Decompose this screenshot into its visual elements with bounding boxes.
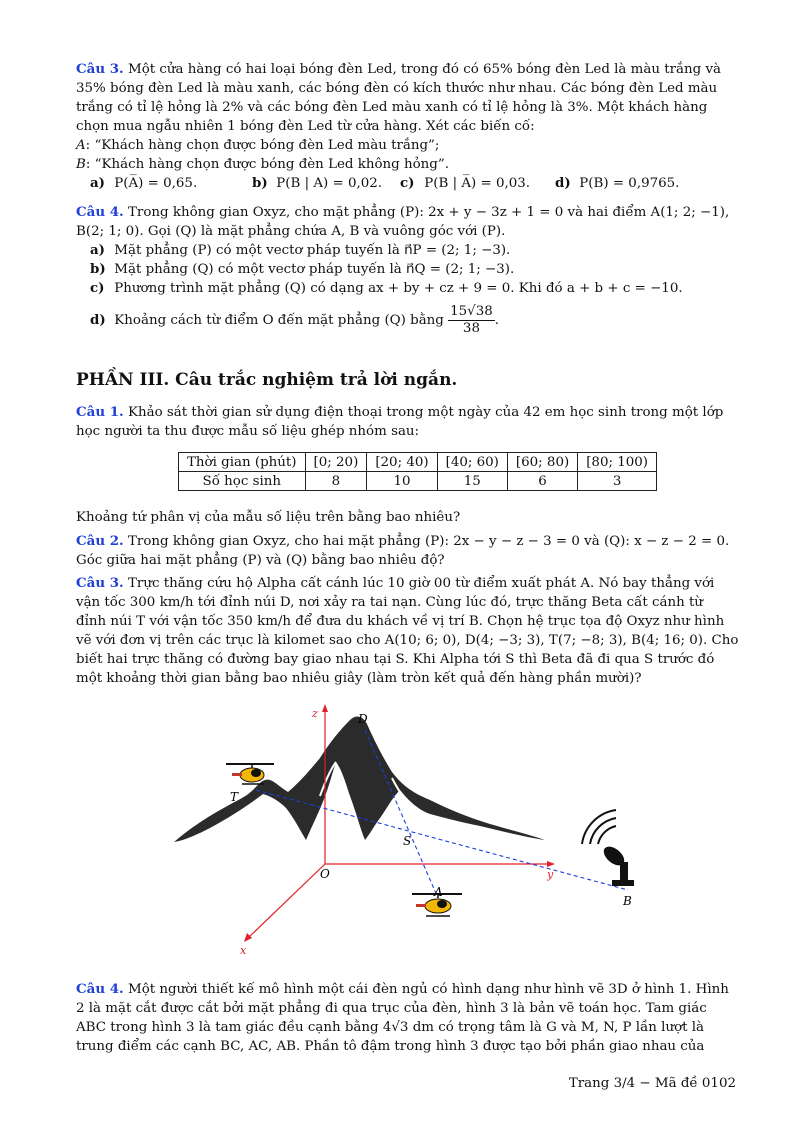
question-1-prompt xyxy=(76,508,736,527)
page-footer: Trang 3/4 − Mã đề 0102 xyxy=(568,1076,736,1091)
question-text-line: Trực thăng cứu hộ Alpha cất cánh lúc 10 giờ 00 từ điểm xuất phát A. Nó bay thẳng với xyxy=(127,576,715,591)
question-text-line: trắng có tỉ lệ hỏng là 2% và các bóng đèn Led màu xanh có tỉ lệ hỏng là 3%. Một khách hàng xyxy=(76,100,708,115)
helicopter-mountain-figure xyxy=(160,700,660,962)
question-text-line: biết hai trực thăng có đường bay giao nhau tại S. Khi Alpha tới S thì Beta đã đi qua S trước đó xyxy=(76,652,715,667)
statement-d: Khoảng cách từ điểm O đến mặt phẳng (Q) bằng xyxy=(114,313,444,328)
axis-label-x: x xyxy=(240,944,247,957)
table-cell: [80; 100) xyxy=(578,453,657,472)
table-cell: 15 xyxy=(437,472,507,491)
table-cell: 6 xyxy=(507,472,577,491)
beta-path xyxy=(256,790,628,890)
statement-b: Mặt phẳng (Q) có một vectơ pháp tuyến là n⃗Q = (2; 1; −3). xyxy=(114,262,515,277)
question-text-line: Một cửa hàng có hai loại bóng đèn Led, trong đó có 65% bóng đèn Led là màu trắng và xyxy=(127,62,721,77)
option-label: b) xyxy=(252,175,268,191)
frequency-table xyxy=(178,452,657,491)
question-label: Câu 1. xyxy=(76,404,124,420)
option-label: d) xyxy=(555,175,571,191)
question-text-line: đỉnh núi T với vận tốc 350 km/h để đưa du khách về vị trí B. Chọn hệ trục tọa độ Oxyz như hình xyxy=(76,614,725,629)
question-3-true-false: Câu 3. Một cửa hàng có hai loại bóng đèn Led, trong đó có 65% bóng đèn Led là màu trắng và 35% bóng đèn Led là màu xanh, các bóng đèn có kích thước như nhau. Các bóng đèn Led màu trắng có tỉ lệ hỏng là 2% và các bóng đèn Led màu xanh có tỉ lệ hỏng là 3%. Một khách hàng chọn mua ngẫu nhiên 1 bóng đèn Led từ cửa hàng. Xét các biến cố: A: “Khách hàng chọn được bóng đèn Led màu trắng”; B: “Khách hàng chọn được bóng đèn Led không hỏng”. a) P(A̅) = 0,65. b) P(B | A) = 0,02. c) P(B | A̅) = 0,03. d) P(B) = 0,9765. xyxy=(76,60,736,193)
option-a: P(A̅) = 0,65. xyxy=(114,176,198,191)
question-text-line: Trong không gian Oxyz, cho hai mặt phẳng (P): 2x − y − z − 3 = 0 và (Q): x − z − 2 = 0. xyxy=(127,534,730,549)
event-a: “Khách hàng chọn được bóng đèn Led màu trắng”; xyxy=(94,138,440,153)
option-label: c) xyxy=(400,175,415,191)
table-cell: Thời gian (phút) xyxy=(179,453,306,472)
question-text-line: học người ta thu được mẫu số liệu ghép nhóm sau: xyxy=(76,424,420,439)
statement-c: Phương trình mặt phẳng (Q) có dạng ax + by + cz + 9 = 0. Khi đó a + b + c = −10. xyxy=(114,281,683,296)
question-text-line: 35% bóng đèn Led là màu xanh, các bóng đèn có kích thước như nhau. Các bóng đèn Led màu xyxy=(76,81,718,96)
point-label-t: T xyxy=(230,790,239,804)
table-cell: 3 xyxy=(578,472,657,491)
question-text-line: Góc giữa hai mặt phẳng (P) và (Q) bằng bao nhiêu độ? xyxy=(76,553,445,568)
satellite-dish-icon xyxy=(582,810,634,886)
question-text-line: 2 là mặt cắt được cắt bởi mặt phẳng đi qua trục của đèn, hình 3 là bản vẽ toán học. Tam giác xyxy=(76,1001,707,1016)
question-4-short xyxy=(76,980,736,1056)
question-label: Câu 2. xyxy=(76,533,124,549)
table-row xyxy=(179,472,657,491)
table-cell: [60; 80) xyxy=(507,453,577,472)
point-label-b: B xyxy=(623,894,632,908)
question-label: Câu 3. xyxy=(76,575,124,591)
table-cell: [40; 60) xyxy=(437,453,507,472)
option-b: P(B | A) = 0,02. xyxy=(276,176,383,191)
option-label: a) xyxy=(90,175,106,191)
point-label-o: O xyxy=(320,867,330,881)
event-b: “Khách hàng chọn được bóng đèn Led không hỏng”. xyxy=(94,157,449,172)
option-d: P(B) = 0,9765. xyxy=(579,176,680,191)
point-label-d: D xyxy=(358,712,368,726)
question-text-line: vận tốc 300 km/h tới đỉnh núi D, nơi xảy ra tai nạn. Cùng lúc đó, trực thăng Beta cất cánh từ xyxy=(76,595,704,610)
axis-label-y: y xyxy=(547,868,554,881)
question-1-short xyxy=(76,403,736,441)
question-label: Câu 4. xyxy=(76,981,124,997)
x-axis xyxy=(248,864,325,938)
question-text-line: vẽ với đơn vị trên các trục là kilomet sao cho A(10; 6; 0), D(4; −3; 3), T(7; −8; 3), B(4; 16; 0). Cho xyxy=(76,633,739,648)
question-text-line: Khảo sát thời gian sử dụng điện thoại trong một ngày của 42 em học sinh trong một lớp xyxy=(127,405,724,420)
question-4-true-false: Câu 4. Trong không gian Oxyz, cho mặt phẳng (P): 2x + y − 3z + 1 = 0 và hai điểm A(1; 2; −1), B(2; 1; 0). Gọi (Q) là mặt phẳng chứa A, B và vuông góc với (P). a) Mặt phẳng (P) có một vectơ pháp tuyến là n⃗P = (2; 1; −3). b) Mặt phẳng (Q) có một vectơ pháp tuyến là n⃗Q = (2; 1; −3). c) Phương trình mặt phẳng (Q) có dạng ax + by + cz + 9 = 0. Khi đó a + b + c = −10. d) Khoảng cách từ điểm O đến mặt phẳng (Q) bằng $\frac{15√38}{38}$ . xyxy=(76,203,736,340)
question-text-line: trung điểm các cạnh BC, AC, AB. Phần tô đậm trong hình 3 được tạo bởi phần giao nhau của xyxy=(76,1039,705,1054)
table-cell: [20; 40) xyxy=(367,453,437,472)
table-cell: 8 xyxy=(305,472,367,491)
question-2-short xyxy=(76,532,736,570)
question-label: Câu 4. xyxy=(76,204,124,220)
question-text-line: ABC trong hình 3 là tam giác đều cạnh bằng 4√3 dm có trọng tâm là G và M, N, P lần lượt là xyxy=(76,1020,705,1035)
point-label-s: S xyxy=(403,834,412,848)
question-3-short xyxy=(76,574,739,688)
option-c: P(B | A̅) = 0,03. xyxy=(424,176,531,191)
mountain-silhouette xyxy=(174,717,545,842)
table-cell: 10 xyxy=(367,472,437,491)
question-text-line: Một người thiết kế mô hình một cái đèn ngủ có hình dạng như hình vẽ 3D ở hình 1. Hình xyxy=(127,982,729,997)
options-row xyxy=(76,174,736,193)
point-label-a: A xyxy=(434,885,443,899)
question-text-line: một khoảng thời gian bằng bao nhiêu giây (làm tròn kết quả đến hàng phần mười)? xyxy=(76,671,642,686)
section-heading: PHẦN III. Câu trắc nghiệm trả lời ngắn. xyxy=(76,370,458,390)
question-label: Câu 3. xyxy=(76,61,124,77)
table-cell: [0; 20) xyxy=(305,453,367,472)
question-text-line: chọn mua ngẫu nhiên 1 bóng đèn Led từ cửa hàng. Xét các biến cố: xyxy=(76,119,535,134)
table-row xyxy=(179,453,657,472)
question-text-line: Trong không gian Oxyz, cho mặt phẳng (P): 2x + y − 3z + 1 = 0 và hai điểm A(1; 2; −1), xyxy=(127,205,730,220)
question-text-line: Khoảng tứ phân vị của mẫu số liệu trên bằng bao nhiêu? xyxy=(76,510,461,525)
axis-label-z: z xyxy=(312,707,318,720)
fraction: $\frac{15√38}{38}$ xyxy=(450,304,493,336)
statement-a: Mặt phẳng (P) có một vectơ pháp tuyến là n⃗P = (2; 1; −3). xyxy=(114,243,511,258)
table-cell: Số học sinh xyxy=(179,472,306,491)
question-text-line: B(2; 1; 0). Gọi (Q) là mặt phẳng chứa A, B và vuông góc với (P). xyxy=(76,224,506,239)
